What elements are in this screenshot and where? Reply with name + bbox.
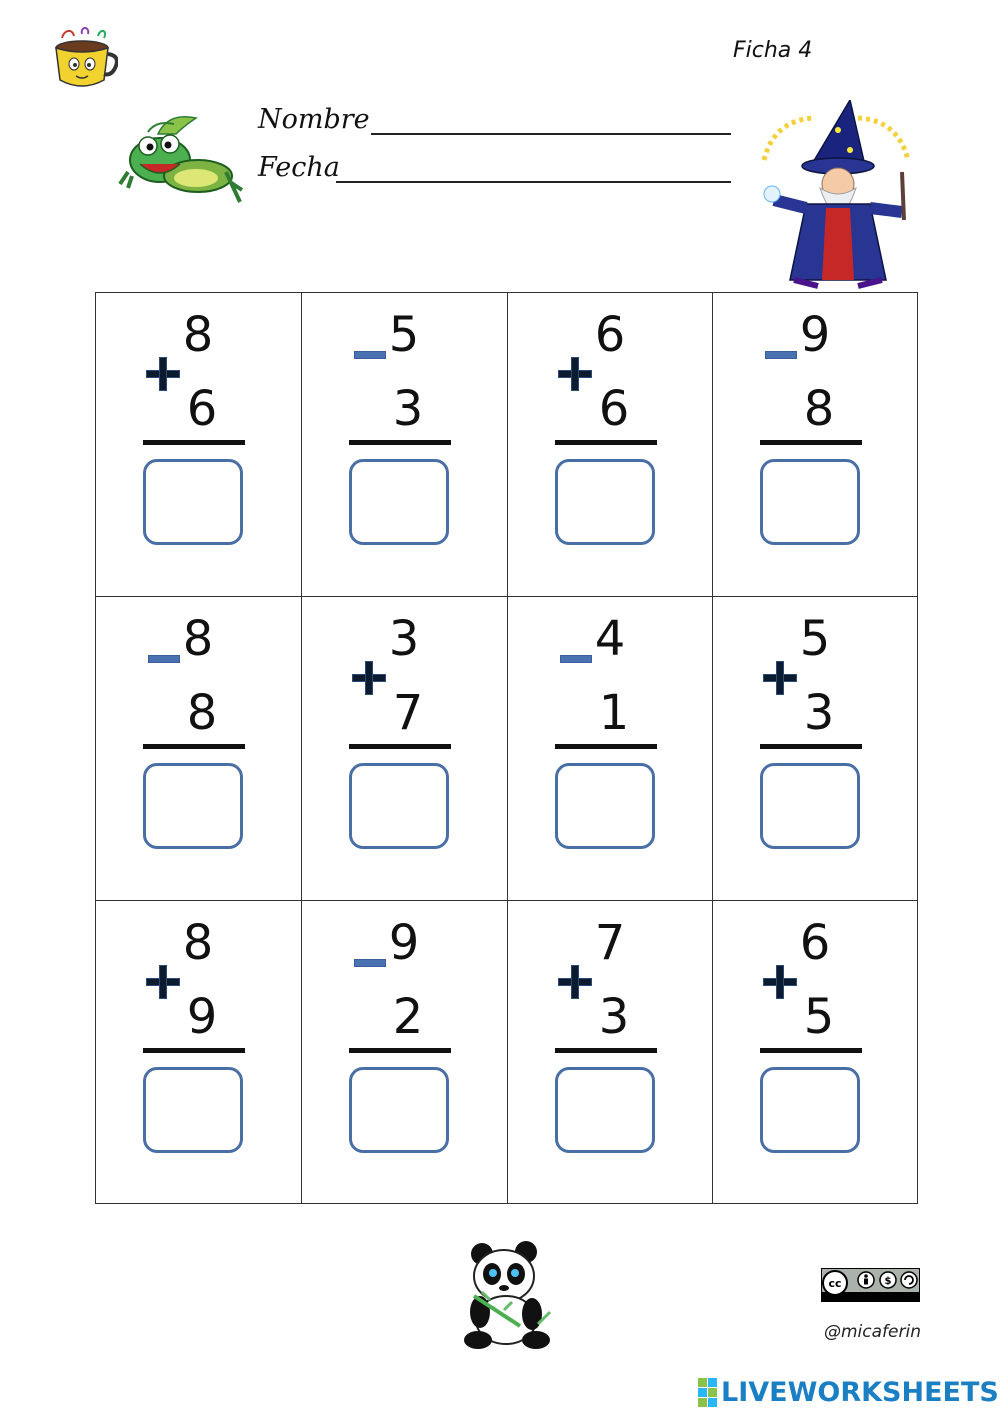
exercise-cell <box>713 901 918 1204</box>
bottom-operand: 8 <box>186 685 218 741</box>
top-operand: 6 <box>799 915 831 971</box>
exercise-cell <box>96 293 302 597</box>
answer-box[interactable] <box>760 763 860 849</box>
answer-box[interactable] <box>349 763 449 849</box>
name-label: Nombre <box>258 104 370 135</box>
frog-illustration-icon <box>118 112 244 212</box>
top-operand: 8 <box>182 915 214 971</box>
top-operand: 9 <box>799 307 831 363</box>
result-bar <box>143 744 245 749</box>
exercise-cell <box>302 293 508 597</box>
result-bar <box>760 744 862 749</box>
result-bar <box>349 440 451 445</box>
exercise-cell <box>508 901 713 1204</box>
result-bar <box>349 1048 451 1053</box>
date-label: Fecha <box>258 152 340 183</box>
bottom-operand: 3 <box>392 381 424 437</box>
minus-icon <box>558 649 592 683</box>
plus-icon <box>146 357 180 391</box>
answer-box[interactable] <box>349 459 449 545</box>
top-operand: 7 <box>594 915 626 971</box>
bottom-operand: 1 <box>598 685 630 741</box>
bottom-operand: 9 <box>186 989 218 1045</box>
panda-illustration-icon <box>460 1240 556 1350</box>
liveworksheets-blocks-icon <box>698 1378 717 1407</box>
top-operand: 5 <box>388 307 420 363</box>
exercise-cell <box>713 293 918 597</box>
answer-box[interactable] <box>143 459 243 545</box>
answer-box[interactable] <box>760 1067 860 1153</box>
plus-icon <box>763 965 797 999</box>
liveworksheets-brand: LIVEWORKSHEETS <box>721 1377 999 1408</box>
minus-icon <box>352 345 386 379</box>
top-operand: 9 <box>388 915 420 971</box>
plus-icon <box>763 661 797 695</box>
answer-box[interactable] <box>143 1067 243 1153</box>
top-operand: 8 <box>182 611 214 667</box>
exercise-cell <box>96 901 302 1204</box>
plus-icon <box>146 965 180 999</box>
cc-by-nc-sa-icon <box>821 1268 920 1302</box>
bottom-operand: 5 <box>803 989 835 1045</box>
top-operand: 5 <box>799 611 831 667</box>
bottom-operand: 7 <box>392 685 424 741</box>
plus-icon <box>558 965 592 999</box>
bottom-operand: 2 <box>392 989 424 1045</box>
result-bar <box>760 440 862 445</box>
svg-text:$: $ <box>884 1276 892 1287</box>
bottom-operand: 3 <box>598 989 630 1045</box>
result-bar <box>555 440 657 445</box>
exercise-cell <box>302 597 508 901</box>
svg-text:cc: cc <box>828 1277 842 1290</box>
author-credit: @micaferin <box>824 1322 921 1342</box>
minus-icon <box>146 649 180 683</box>
result-bar <box>555 1048 657 1053</box>
wizard-illustration-icon <box>754 100 918 290</box>
result-bar <box>760 1048 862 1053</box>
result-bar <box>555 744 657 749</box>
top-operand: 4 <box>594 611 626 667</box>
answer-box[interactable] <box>760 459 860 545</box>
bottom-operand: 6 <box>598 381 630 437</box>
liveworksheets-logo[interactable] <box>698 1377 999 1408</box>
exercise-cell <box>508 597 713 901</box>
answer-box[interactable] <box>555 763 655 849</box>
answer-box[interactable] <box>143 763 243 849</box>
answer-box[interactable] <box>555 459 655 545</box>
name-field[interactable] <box>371 133 731 135</box>
result-bar <box>143 1048 245 1053</box>
result-bar <box>143 440 245 445</box>
exercise-grid <box>95 292 918 1204</box>
plus-icon <box>352 661 386 695</box>
exercise-cell <box>96 597 302 901</box>
exercise-cell <box>302 901 508 1204</box>
bottom-operand: 6 <box>186 381 218 437</box>
top-operand: 3 <box>388 611 420 667</box>
sheet-label: Ficha 4 <box>733 38 813 63</box>
answer-box[interactable] <box>349 1067 449 1153</box>
minus-icon <box>763 345 797 379</box>
exercise-cell <box>713 597 918 901</box>
plus-icon <box>558 357 592 391</box>
bottom-operand: 8 <box>803 381 835 437</box>
exercise-cell <box>508 293 713 597</box>
minus-icon <box>352 953 386 987</box>
cup-logo-icon <box>52 24 118 92</box>
date-field[interactable] <box>336 181 731 183</box>
top-operand: 6 <box>594 307 626 363</box>
result-bar <box>349 744 451 749</box>
answer-box[interactable] <box>555 1067 655 1153</box>
top-operand: 8 <box>182 307 214 363</box>
bottom-operand: 3 <box>803 685 835 741</box>
